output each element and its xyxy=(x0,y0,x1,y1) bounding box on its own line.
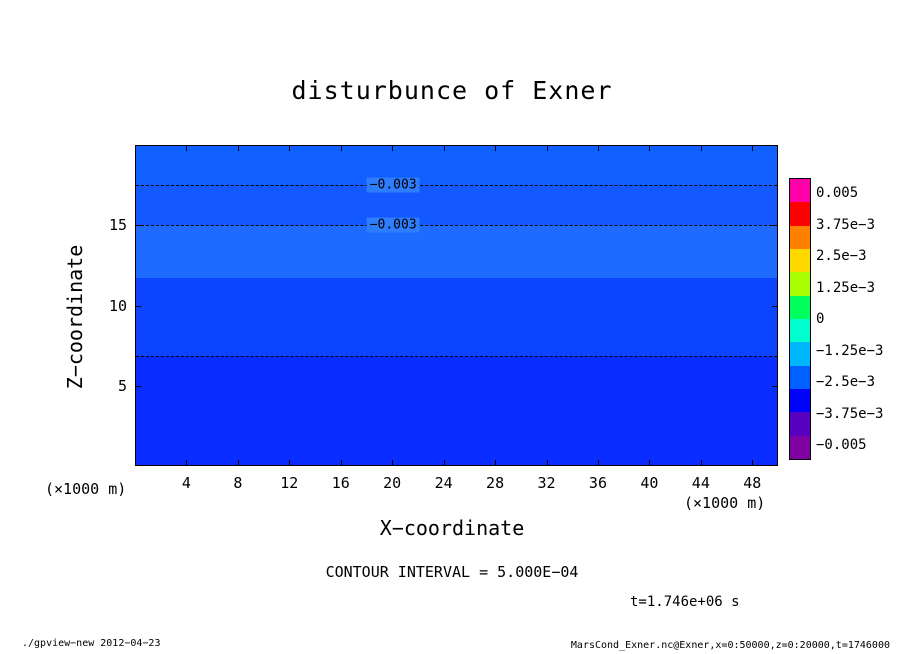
y-tick xyxy=(135,386,141,387)
page-title: disturbunce of Exner xyxy=(291,76,613,105)
time-annotation: t=1.746e+06 s xyxy=(630,594,740,610)
contour-interval-note: CONTOUR INTERVAL = 5.000E−04 xyxy=(325,563,579,581)
x-tick-top xyxy=(186,145,187,151)
colorbar-tick-label: −1.25e−3 xyxy=(816,342,884,359)
x-tick xyxy=(444,460,445,466)
colorbar-cell xyxy=(790,179,810,202)
x-tick xyxy=(238,460,239,466)
x-tick-label: 4 xyxy=(181,474,191,492)
y-tick xyxy=(135,225,141,226)
colorbar-cell xyxy=(790,202,810,225)
x-tick-label: 28 xyxy=(486,474,505,492)
y-tick-label: 5 xyxy=(117,376,127,395)
colorbar-cell xyxy=(790,272,810,295)
y-tick-label: 10 xyxy=(108,296,127,315)
x-tick-label: 12 xyxy=(280,474,299,492)
y-tick-right xyxy=(772,225,778,226)
x-tick xyxy=(186,460,187,466)
colorbar-tick-label: 1.25e−3 xyxy=(816,279,876,296)
contour-label: −0.003 xyxy=(367,217,420,232)
x-tick-label: 36 xyxy=(588,474,607,492)
x-tick xyxy=(547,460,548,466)
colorbar xyxy=(789,178,811,460)
x-tick xyxy=(649,460,650,466)
colorbar-cell xyxy=(790,412,810,435)
colorbar-tick-label: 0.005 xyxy=(816,185,859,201)
x-tick-label: 16 xyxy=(331,474,350,492)
y-tick-label: 15 xyxy=(108,216,127,235)
x-tick xyxy=(289,460,290,466)
contour-line xyxy=(136,225,777,226)
color-band xyxy=(136,185,777,225)
x-tick-top xyxy=(289,145,290,151)
x-tick-top xyxy=(547,145,548,151)
x-tick-top xyxy=(444,145,445,151)
x-tick-top xyxy=(701,145,702,151)
colorbar-cell xyxy=(790,436,810,459)
contour-label: −0.003 xyxy=(367,177,420,192)
x-tick-label: 40 xyxy=(640,474,659,492)
colorbar-cell xyxy=(790,319,810,342)
x-tick-label: 48 xyxy=(743,474,762,492)
x-tick-label: 20 xyxy=(383,474,402,492)
x-tick-top xyxy=(598,145,599,151)
y-tick-right xyxy=(772,306,778,307)
plot-area xyxy=(135,145,778,466)
colorbar-tick-label: 2.5e−3 xyxy=(816,248,867,264)
colorbar-cell xyxy=(790,296,810,319)
x-tick-label: 32 xyxy=(537,474,556,492)
color-band xyxy=(136,356,777,466)
colorbar-cell xyxy=(790,366,810,389)
colorbar-tick-label: 3.75e−3 xyxy=(816,216,876,233)
x-tick-label: 24 xyxy=(434,474,453,492)
color-band xyxy=(136,278,777,357)
colorbar-cell xyxy=(790,249,810,272)
contour-line xyxy=(136,356,777,357)
y-axis-label: Z−coordinate xyxy=(63,244,87,390)
x-tick-top xyxy=(392,145,393,151)
y-tick xyxy=(135,306,141,307)
x-tick xyxy=(701,460,702,466)
x-tick-top xyxy=(495,145,496,151)
footer-right-note: MarsCond_Exner.nc@Exner,x=0:50000,z=0:20000,t=1746000 xyxy=(570,640,890,651)
x-tick xyxy=(752,460,753,466)
color-band xyxy=(136,146,777,185)
x-tick-top xyxy=(649,145,650,151)
colorbar-cell xyxy=(790,389,810,412)
footer-left-note: ./gpview−new 2012−04−23 xyxy=(22,638,161,649)
colorbar-tick-label: −3.75e−3 xyxy=(816,405,884,422)
contour-line xyxy=(136,185,777,186)
x-tick-top xyxy=(341,145,342,151)
x-axis-label: X−coordinate xyxy=(379,516,525,540)
x-tick xyxy=(495,460,496,466)
x-tick xyxy=(598,460,599,466)
x-tick-top xyxy=(238,145,239,151)
y-tick-right xyxy=(772,386,778,387)
x-tick xyxy=(392,460,393,466)
x-units-right: (×1000 m) xyxy=(684,494,766,512)
x-tick xyxy=(341,460,342,466)
colorbar-cell xyxy=(790,342,810,365)
color-band xyxy=(136,225,777,278)
x-tick-label: 8 xyxy=(233,474,243,492)
colorbar-cell xyxy=(790,226,810,249)
x-units-left: (×1000 m) xyxy=(45,480,127,498)
colorbar-tick-label: 0 xyxy=(816,311,825,327)
colorbar-tick-label: −2.5e−3 xyxy=(816,374,876,390)
x-tick-top xyxy=(752,145,753,151)
x-tick-label: 44 xyxy=(691,474,710,492)
colorbar-tick-label: −0.005 xyxy=(816,437,867,453)
